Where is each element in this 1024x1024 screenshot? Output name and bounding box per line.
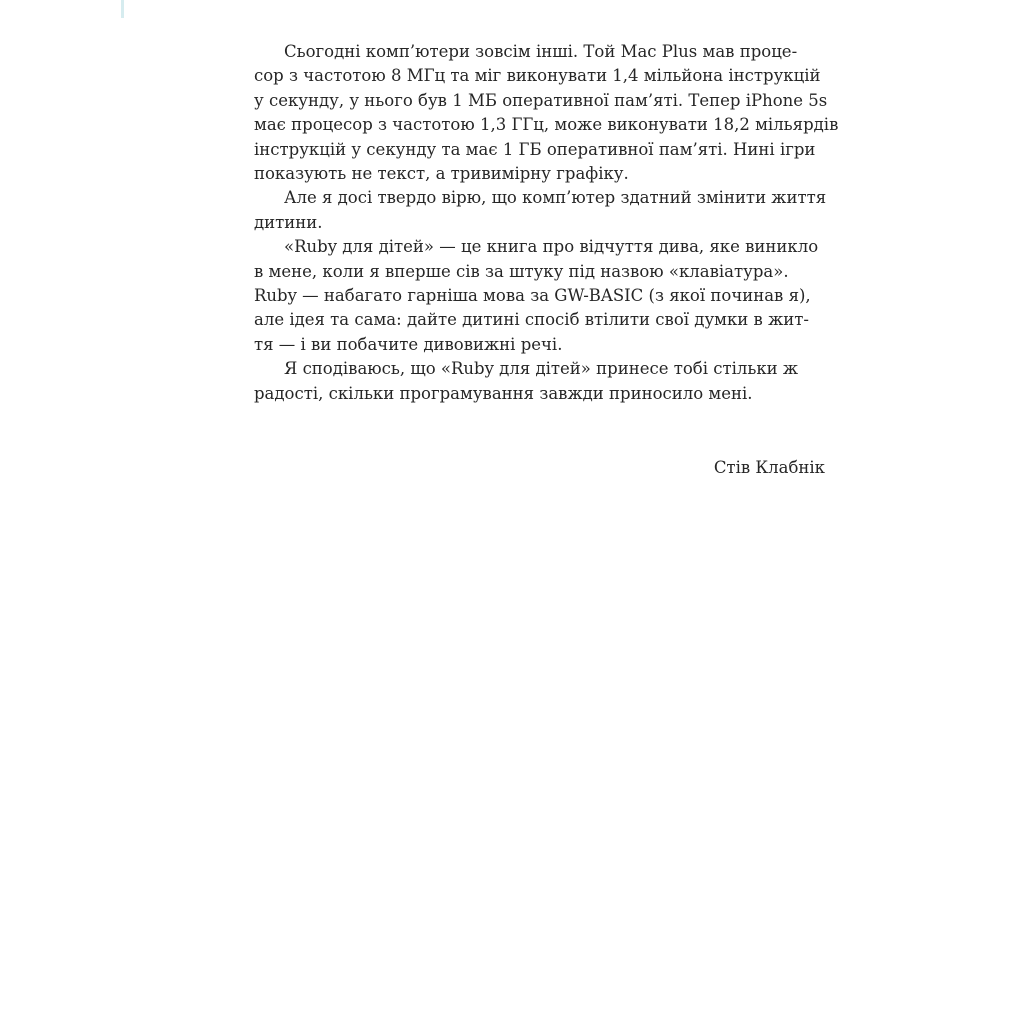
body-text: [254, 40, 839, 406]
text-line: інструкцій у секунду та має 1 ГБ оперативної пам’яті. Нині ігри: [254, 139, 816, 159]
paragraph-belief: [254, 186, 827, 235]
text-line: «Ruby для дітей» — це книга про відчуття дива, яке виникло: [284, 237, 819, 257]
text-line: але ідея та сама: дайте дитині спосіб втілити свої думки в жит-: [254, 310, 809, 330]
text-line: Я сподіваюсь, що «Ruby для дітей» принесе тобі стільки ж: [284, 359, 799, 379]
text-line: тя — і ви побачите дивовижні речі.: [254, 334, 563, 354]
author-signature: Стів Клабнік: [713, 458, 825, 477]
text-line: сор з частотою 8 МГц та міг виконувати 1,4 мільйона інструкцій: [254, 66, 821, 86]
text-line: в мене, коли я вперше сів за штуку під назвою «клавіатура».: [254, 261, 789, 281]
paragraph-hope: [254, 357, 814, 406]
text-line: показують не текст, а тривимірну графіку.: [254, 164, 629, 184]
paragraph-ruby-book: [254, 235, 819, 357]
text-line: має процесор з частотою 1,3 ГГц, може виконувати 18,2 мільярдів: [254, 115, 839, 135]
scan-edge-mark: [121, 0, 124, 18]
text-line: Але я досі твердо вірю, що комп’ютер здатний змінити життя: [284, 188, 827, 208]
text-line: у секунду, у нього був 1 МБ оперативної пам’яті. Тепер iPhone 5s: [254, 90, 828, 110]
text-line: дитини.: [254, 212, 323, 232]
text-line: радості, скільки програмування завжди приносило мені.: [254, 383, 753, 403]
text-line: Сьогодні комп’ютери зовсім інші. Той Mac Plus мав проце-: [284, 42, 798, 61]
text-line: Ruby — набагато гарніша мова за GW-BASIC (з якої починав я),: [254, 286, 811, 306]
paragraph-computers-today: [254, 40, 839, 186]
